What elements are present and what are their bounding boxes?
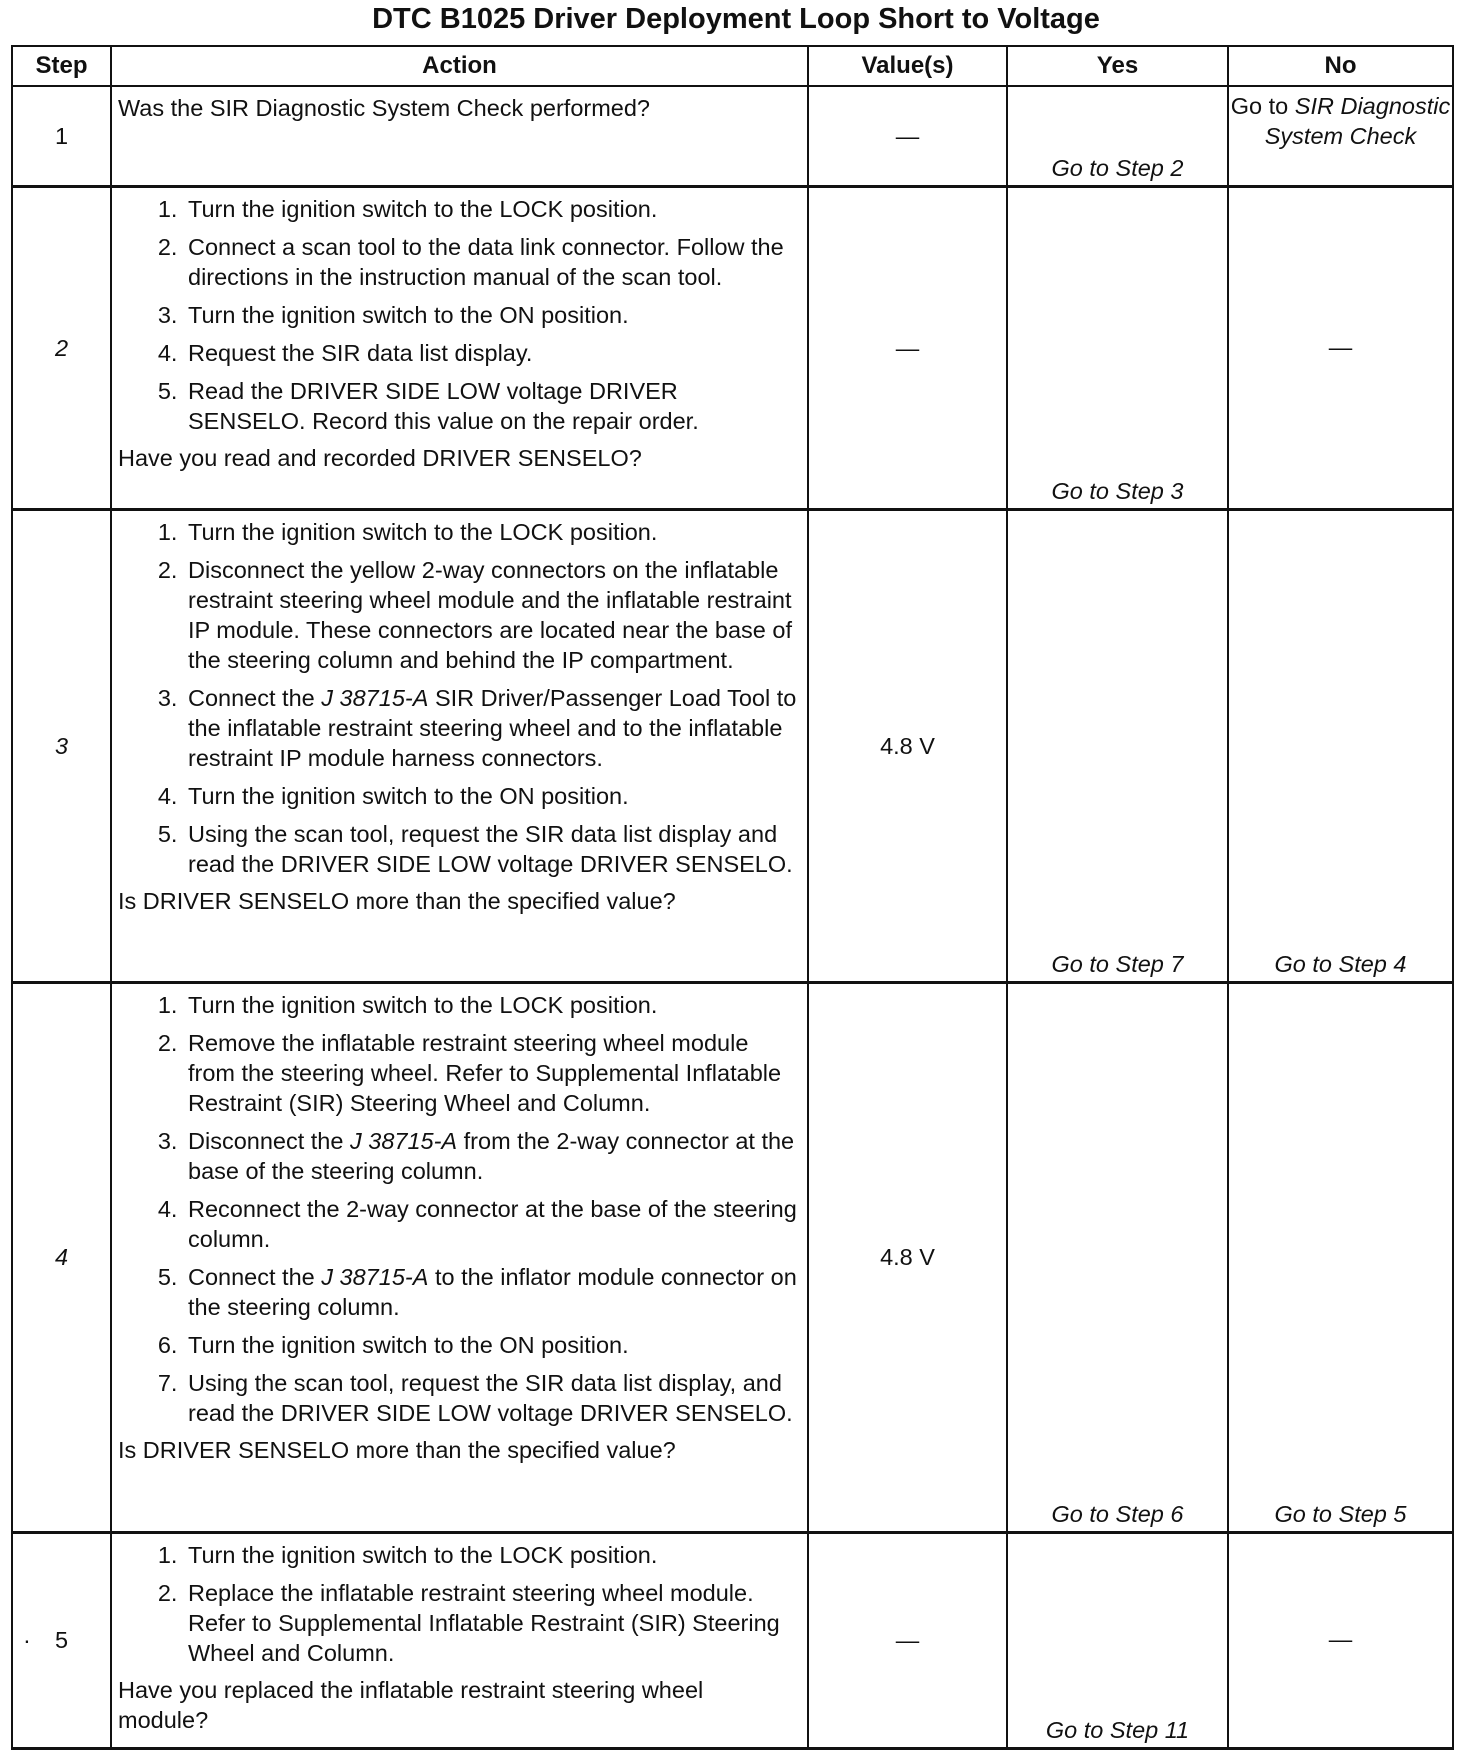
page-title: DTC B1025 Driver Deployment Loop Short to Voltage <box>372 3 1100 35</box>
header-no: No <box>1228 46 1453 86</box>
action-item: 1. Turn the ignition switch to the LOCK position. <box>184 194 799 224</box>
action-list <box>118 517 799 879</box>
action-item: 7. Using the scan tool, request the SIR data list display, and read the DRIVER SIDE LOW voltage DRIVER SENSELO. <box>184 1368 799 1428</box>
table-row <box>12 186 1453 509</box>
step-question: Was the SIR Diagnostic System Check performed? <box>118 95 650 121</box>
action-item: 5. Using the scan tool, request the SIR data list display and read the DRIVER SIDE LOW voltage DRIVER SENSELO. <box>184 819 799 879</box>
action-item: 4. Turn the ignition switch to the ON position. <box>184 781 799 811</box>
step-number <box>12 1532 111 1748</box>
action-item: 2. Replace the inflatable restraint steering wheel module. Refer to Supplemental Inflatable Restraint (SIR) Steering Wheel and Column. <box>184 1578 799 1668</box>
yes-cell: Go to Step 3 <box>1007 186 1228 509</box>
value-cell: — <box>808 86 1007 186</box>
step-number: 1 <box>12 86 111 186</box>
step-question: Have you read and recorded DRIVER SENSELO? <box>118 444 642 471</box>
action-list <box>118 194 799 436</box>
value-cell: — <box>808 1532 1007 1748</box>
no-cell: Go to Step 4 <box>1228 509 1453 982</box>
tool-reference: J 38715-A <box>349 1127 458 1154</box>
action-item <box>184 683 799 773</box>
step-number: 3 <box>12 509 111 982</box>
header-values: Value(s) <box>808 46 1007 86</box>
action-text: to the inflator module connector on the steering column. <box>188 1263 797 1320</box>
action-item: 4. Reconnect the 2-way connector at the base of the steering column. <box>184 1194 799 1254</box>
action-item <box>184 1262 799 1322</box>
header-step: Step <box>12 46 111 86</box>
step-number: 4 <box>12 982 111 1532</box>
action-item: 1. Turn the ignition switch to the LOCK position. <box>184 990 799 1020</box>
action-text: SIR Driver/Passenger Load Tool to the inflatable restraint steering wheel and to the inflatable restraint IP module harness connectors. <box>188 684 797 771</box>
header-yes: Yes <box>1007 46 1228 86</box>
action-item: 6. Turn the ignition switch to the ON position. <box>184 1330 799 1360</box>
table-row <box>12 1532 1453 1748</box>
action-text: Connect the <box>188 1263 315 1290</box>
yes-cell: Go to Step 6 <box>1007 982 1228 1532</box>
value-cell: 4.8 V <box>808 982 1007 1532</box>
yes-cell: Go to Step 7 <box>1007 509 1228 982</box>
action-cell <box>111 186 808 509</box>
action-item: 2. Connect a scan tool to the data link connector. Follow the directions in the instruction manual of the scan tool. <box>184 232 799 292</box>
action-item: 1. Turn the ignition switch to the LOCK position. <box>184 517 799 547</box>
action-cell <box>111 509 808 982</box>
tool-reference: J 38715-A <box>321 684 429 711</box>
no-cell: — <box>1228 1532 1453 1748</box>
action-text: Disconnect the <box>188 1127 344 1154</box>
table-header-row <box>12 46 1453 86</box>
action-text: from the 2-way connector at the base of the steering column. <box>188 1127 795 1184</box>
no-cell: Go to Step 5 <box>1228 982 1453 1532</box>
tool-reference: J 38715-A <box>321 1263 429 1290</box>
action-text: Connect the <box>188 684 315 711</box>
action-cell <box>111 982 808 1532</box>
table-row <box>12 509 1453 982</box>
value-cell: — <box>808 186 1007 509</box>
action-item: 1. Turn the ignition switch to the LOCK position. <box>184 1540 799 1570</box>
table-row <box>12 982 1453 1532</box>
no-cell: — <box>1228 186 1453 509</box>
action-item: 2. Remove the inflatable restraint steering wheel module from the steering wheel. Refer to Supplemental Inflatable Restraint (SIR) Steering Wheel and Column. <box>184 1028 799 1118</box>
step-number: 2 <box>12 186 111 509</box>
no-prefix: Go to <box>1230 93 1289 119</box>
step-question: Is DRIVER SENSELO more than the specified value? <box>118 887 676 914</box>
action-cell <box>111 1532 808 1748</box>
step-question: Is DRIVER SENSELO more than the specified value? <box>118 1436 676 1463</box>
yes-cell: Go to Step 11 <box>1007 1532 1228 1748</box>
value-cell: 4.8 V <box>808 509 1007 982</box>
no-reference: SIR Diagnostic System Check <box>1264 93 1451 149</box>
action-item: 3. Turn the ignition switch to the ON position. <box>184 300 799 330</box>
yes-cell: Go to Step 2 <box>1007 86 1228 186</box>
diagnostic-table <box>11 45 1454 1750</box>
action-item: 4. Request the SIR data list display. <box>184 338 799 368</box>
margin-mark: · <box>22 1627 31 1653</box>
action-item: 2. Disconnect the yellow 2-way connectors on the inflatable restraint steering wheel module and the inflatable restraint IP module. These connectors are located near the base of the steering column and behind the IP compartment. <box>184 555 799 675</box>
action-item: 5. Read the DRIVER SIDE LOW voltage DRIVER SENSELO. Record this value on the repair order. <box>184 376 799 436</box>
action-list <box>118 990 799 1428</box>
table-row <box>12 86 1453 186</box>
header-action: Action <box>111 46 808 86</box>
action-cell <box>111 86 808 186</box>
action-item <box>184 1126 799 1186</box>
no-cell <box>1228 86 1453 186</box>
step-question: Have you replaced the inflatable restraint steering wheel module? <box>118 1676 704 1733</box>
action-list <box>118 1540 799 1668</box>
step-number-text: 5 <box>54 1627 69 1653</box>
